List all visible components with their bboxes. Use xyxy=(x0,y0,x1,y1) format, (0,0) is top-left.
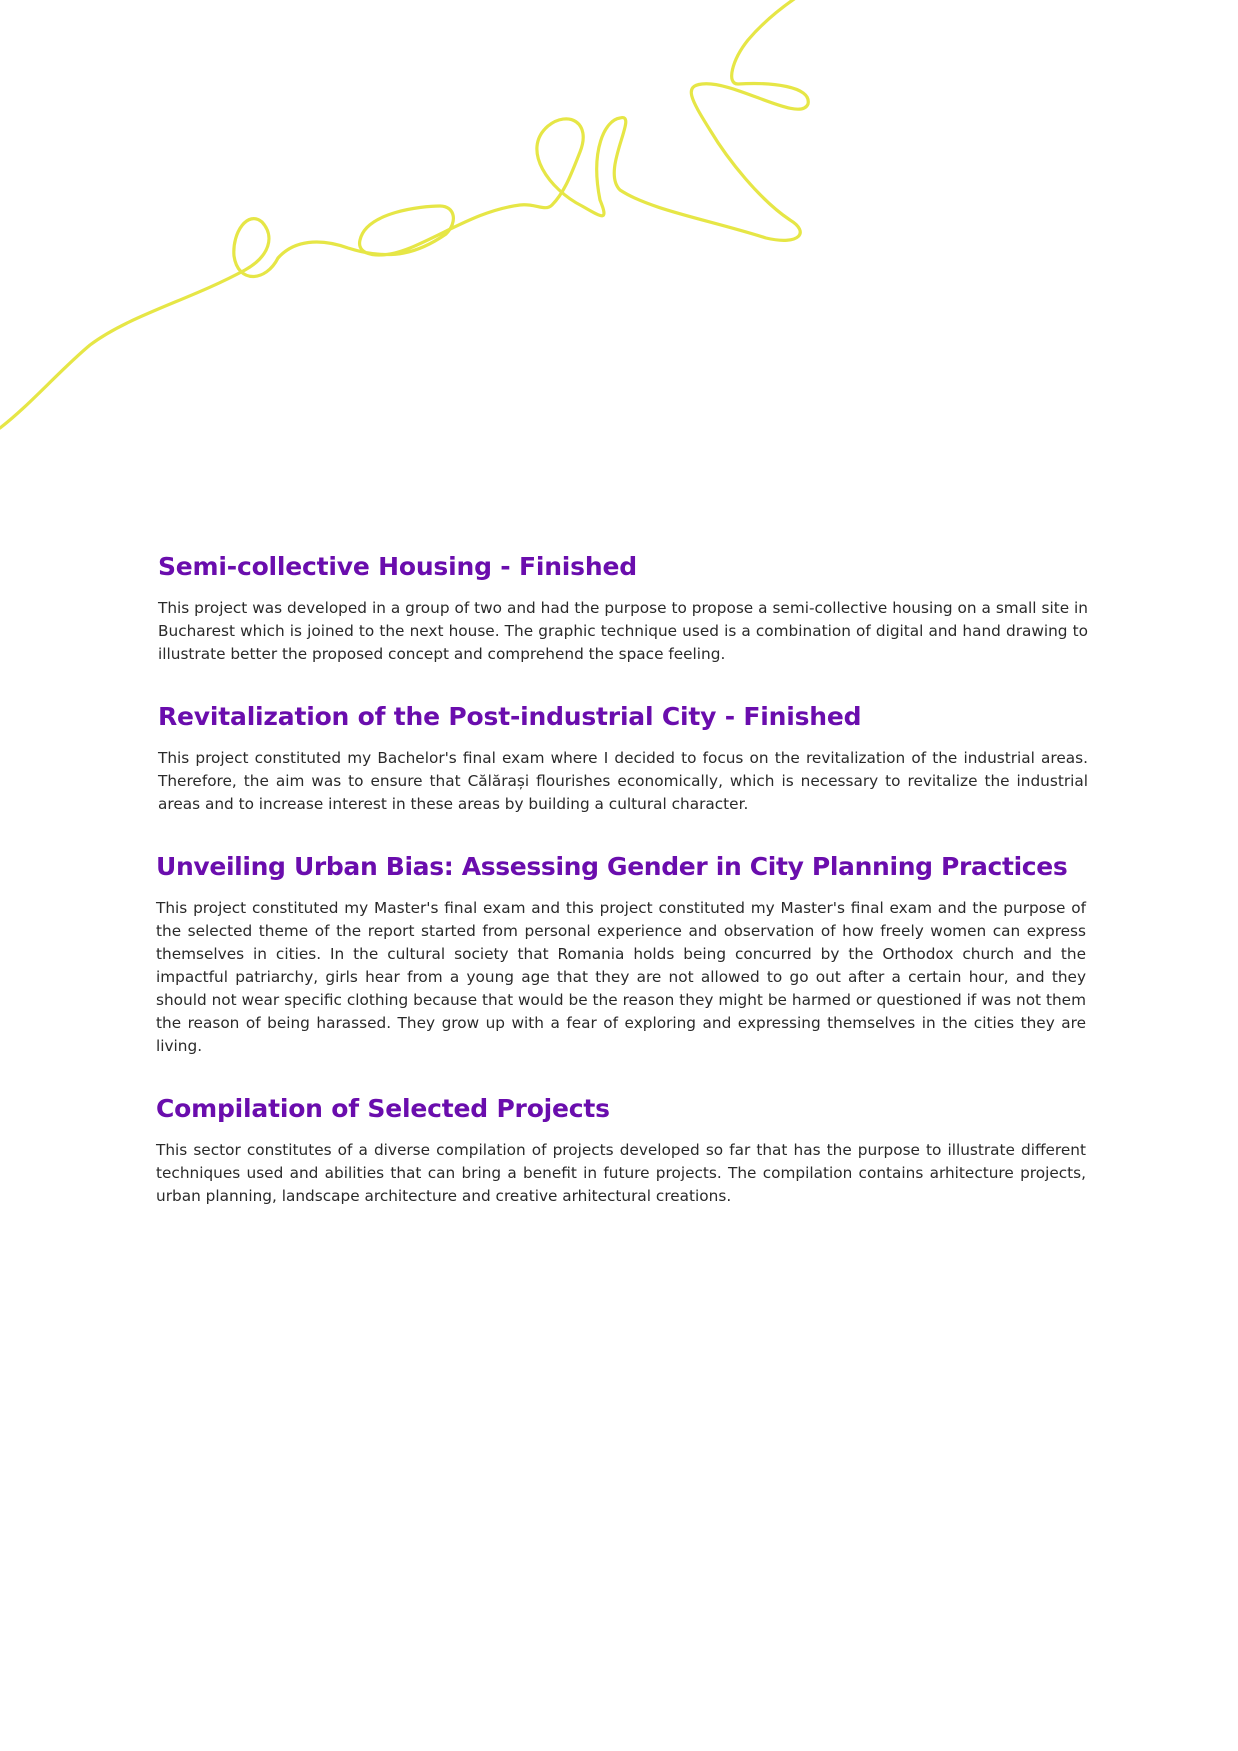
section-title: Unveiling Urban Bias: Assessing Gender in City Planning Practices xyxy=(156,852,1068,881)
section-body: This project constituted my Master's final exam and this project constituted my Master's final exam and the purpose of the selected theme of the report started from personal experience and observation of how freely women can express themselves in cities. In the cultural society that Romania holds being concurred by the Orthodox church and the impactful patriarchy, girls hear from a young age that they are not allowed to go out after a certain hour, and they should not wear specific clothing because that would be the reason they might be harmed or questioned if was not them the reason of being harassed. They grow up with a fear of exploring and expressing themselves in the cities they are living. xyxy=(156,899,1086,1055)
section-body: This project was developed in a group of two and had the purpose to propose a semi-collective housing on a small site in Bucharest which is joined to the next house. The graphic technique used is a combination of digital and hand drawing to illustrate better the proposed concept and comprehend the space feeling. xyxy=(158,599,1088,663)
section-body: This sector constitutes of a diverse compilation of projects developed so far that has the purpose to illustrate different techniques used and abilities that can bring a benefit in future projects. The compilation contains arhitecture projects, urban planning, landscape architecture and creative arhitectural creations. xyxy=(156,1141,1086,1205)
project-section-semi-collective-housing xyxy=(158,551,1088,666)
project-section-compilation xyxy=(156,1093,1086,1208)
project-section-revitalization xyxy=(158,701,1088,816)
project-section-urban-bias xyxy=(156,851,1086,1058)
section-body: This project constituted my Bachelor's final exam where I decided to focus on the revitalization of the industrial areas. Therefore, the aim was to ensure that Călărași flourishes economically, which is necessary to revitalize the industrial areas and to increase interest in these areas by building a cultural character. xyxy=(158,749,1088,813)
section-title: Revitalization of the Post-industrial City - Finished xyxy=(158,702,862,731)
section-title: Semi-collective Housing - Finished xyxy=(158,552,637,581)
squiggle-line-icon xyxy=(0,0,1238,440)
section-title: Compilation of Selected Projects xyxy=(156,1094,610,1123)
